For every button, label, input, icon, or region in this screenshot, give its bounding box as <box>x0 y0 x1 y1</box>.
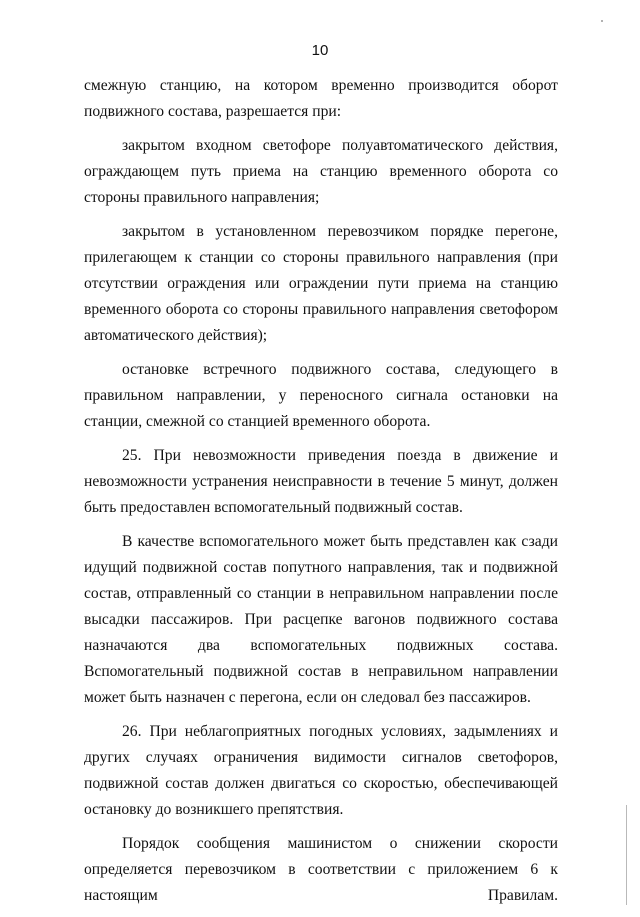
paragraph-item-25: 25. При невозможности приведения поезда в движение и невозможности устранения неисправности в течение 5 минут, должен быть предоставлен вспомогательный подвижный состав. <box>84 447 558 516</box>
document-body <box>84 73 558 917</box>
paragraph-closed-section: закрытом в установленном перевозчиком порядке перегоне, прилегающем к станции со стороны правильного направления (при отсутствии ограждения или ограждении пути приема на станцию временного оборота со стороны правильного направления светофором автоматического действия); <box>84 223 558 344</box>
scan-speck <box>601 20 603 22</box>
paragraph-continuation: смежную станцию, на котором временно производится оборот подвижного состава, разрешается при: <box>84 77 558 120</box>
paragraph-oncoming-stop: остановке встречного подвижного состава, следующего в правильном направлении, у переносного сигнала остановки на станции, смежной со станцией временного оборота. <box>84 361 558 430</box>
paragraph-closed-entry-signal: закрытом входном светофоре полуавтоматического действия, ограждающем путь приема на станцию временного оборота со стороны правильного направления; <box>84 137 558 206</box>
paragraph-auxiliary-train: В качестве вспомогательного может быть представлен как сзади идущий подвижной состав попутного направления, так и подвижной состав, отправленный со станции в неправильном направлении после высадки пассажиров. При расцепке вагонов подвижного состава назначаются два вспомогательных подвижных состава. Вспомогательный подвижной состав в неправильном направлении может быть назначен с перегона, если он следовал без пассажиров. <box>84 533 558 706</box>
scan-edge-line <box>626 805 627 905</box>
page-number: 10 <box>311 42 329 59</box>
paragraph-item-26: 26. При неблагоприятных погодных условиях, задымлениях и других случаях ограничения видимости сигналов светофоров, подвижной состав должен двигаться со скоростью, обеспечивающей остановку до возникшего препятствия. <box>84 723 558 818</box>
paragraph-speed-report: Порядок сообщения машинистом о снижении скорости определяется перевозчиком в соответствии с приложением 6 к настоящим Правилам. <box>84 835 558 904</box>
